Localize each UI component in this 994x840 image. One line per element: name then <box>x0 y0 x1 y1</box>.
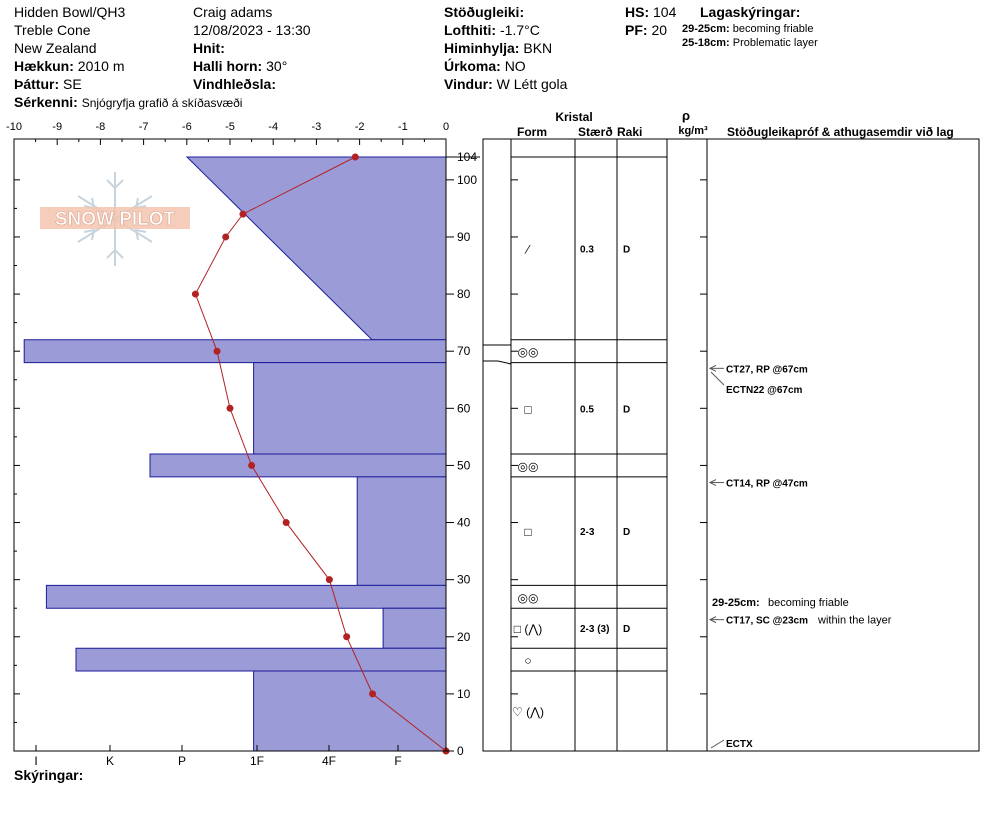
location-name: Hidden Bowl/QH3 <box>14 4 126 20</box>
temperature-point-3 <box>192 291 199 298</box>
x-tick-label: 0 <box>442 121 450 133</box>
hardness-bar-3 <box>150 454 446 477</box>
hardness-bar-4 <box>357 477 446 586</box>
x-tick-label: -7 <box>138 121 149 133</box>
slope-label: Halli horn: <box>193 58 263 74</box>
aspect-value: SE <box>63 76 82 92</box>
hardness-tick-label: K <box>105 754 115 768</box>
temperature-point-1 <box>239 211 246 218</box>
country-name: New Zealand <box>14 40 97 56</box>
precip-value: NO <box>504 58 526 74</box>
hardness-tick-label: 4F <box>321 754 337 768</box>
density-unit: kg/m³ <box>678 125 708 137</box>
layer-form: □ <box>524 525 532 540</box>
temperature-point-0 <box>352 154 359 161</box>
layer-form: ◎◎ <box>517 590 539 605</box>
y-tick-label: 20 <box>457 629 471 644</box>
hardness-tick-label: F <box>394 754 402 768</box>
layer-form: □ (⋀) <box>513 622 543 637</box>
layer-size: 2-3 <box>580 527 595 539</box>
hs-tick-label: 104 <box>457 150 478 164</box>
layer-moisture: D <box>623 527 631 539</box>
layer-moisture: D <box>623 624 631 636</box>
layer-note-2-text: Problematic layer <box>732 37 818 49</box>
temperature-point-2 <box>222 233 229 240</box>
layer-note-2-range: 25-18cm: <box>682 37 730 49</box>
precip-label: Úrkoma: <box>444 58 501 74</box>
hardness-bar-1 <box>24 340 446 363</box>
hs-label: HS: <box>625 4 650 20</box>
density-symbol: ρ <box>681 108 691 123</box>
y-tick-label: 90 <box>457 229 471 244</box>
elevation-label: Hækkun: <box>14 58 74 74</box>
hardness-bar-8 <box>254 671 446 751</box>
layer-size: 0.5 <box>580 404 594 416</box>
air-temp-value: -1.7°C <box>499 22 540 38</box>
hardness-profile <box>24 157 446 751</box>
x-tick-label: -4 <box>268 121 279 133</box>
wind-value: W Létt gola <box>496 76 568 92</box>
moisture-header: Raki <box>617 125 643 139</box>
layer-note-1-text: becoming friable <box>732 23 814 35</box>
temperature-point-10 <box>369 690 376 697</box>
x-tick-label: -8 <box>95 121 106 133</box>
layer-form: □ <box>524 402 532 417</box>
test-label: ECTN22 @67cm <box>726 385 803 396</box>
aspect-label: Þáttur: <box>14 76 60 92</box>
y-tick-label: 50 <box>457 458 471 473</box>
x-tick-label: -1 <box>397 121 408 133</box>
sky-label: Himinhylja: <box>444 40 520 56</box>
layer-form: ◎◎ <box>517 345 539 360</box>
layer-moisture: D <box>623 404 631 416</box>
area-name: Treble Cone <box>14 22 91 38</box>
observer-name: Craig adams <box>193 4 273 20</box>
stability-tests <box>710 364 892 750</box>
y-tick-label: 40 <box>457 515 471 530</box>
x-tick-label: -10 <box>6 121 22 133</box>
pf-value: 20 <box>651 22 668 38</box>
x-tick-label: -6 <box>181 121 192 133</box>
connector-line <box>483 361 511 364</box>
hardness-bar-5 <box>46 585 446 608</box>
test-label: ECTX <box>726 739 753 750</box>
test-2-arrow-line <box>711 372 724 385</box>
y-tick-label: 60 <box>457 401 471 416</box>
wind-label: Vindur: <box>444 76 493 92</box>
pf-label: PF: <box>625 22 648 38</box>
test-extra: within the layer <box>818 614 892 627</box>
y-tick-label: 0 <box>457 744 464 758</box>
temperature-point-8 <box>326 576 333 583</box>
sky-value: BKN <box>523 40 553 56</box>
wind-load-label: Vindhleðsla: <box>193 76 276 92</box>
hardness-bar-6 <box>383 608 446 648</box>
hardness-tick-label: I <box>34 754 38 768</box>
layer-table <box>483 108 979 751</box>
temperature-point-4 <box>214 348 221 355</box>
layer-form: ⁄ <box>526 242 530 257</box>
size-header: Stærð <box>578 125 613 139</box>
hardness-bar-7 <box>76 648 446 671</box>
temperature-point-9 <box>343 633 350 640</box>
hardness-bar-2 <box>254 363 446 454</box>
slope-value: 30° <box>266 58 288 74</box>
y-tick-label: 30 <box>457 572 471 587</box>
y-tick-label: 70 <box>457 344 471 359</box>
layer-comment-text: becoming friable <box>768 597 849 609</box>
test-label: CT17, SC @23cm <box>726 615 809 627</box>
notes-label: Skýringar: <box>14 767 84 783</box>
layer-rows <box>483 157 707 751</box>
layer-note-1-range: 29-25cm: <box>682 23 730 35</box>
y-tick-label: 100 <box>457 172 478 187</box>
form-header: Form <box>517 125 547 139</box>
features-value: Snjógryfja grafið á skíðasvæði <box>81 96 243 110</box>
y-tick-label: 80 <box>457 287 471 302</box>
x-tick-label: -2 <box>354 121 365 133</box>
y-tick-label: 10 <box>457 686 471 701</box>
x-tick-label: -9 <box>52 121 63 133</box>
logo-text: SNOW PILOT <box>54 209 176 230</box>
layer-form: ○ <box>524 653 532 668</box>
air-temp-label: Lofthiti: <box>444 22 497 38</box>
layer-comment-range: 29-25cm: <box>712 597 760 609</box>
test-label: CT27, RP @67cm <box>726 364 808 376</box>
temperature-point-7 <box>283 519 290 526</box>
layer-moisture: D <box>623 244 631 256</box>
features-label: Sérkenni: <box>14 94 78 110</box>
hardness-tick-label: 1F <box>249 754 265 768</box>
layer-form: ♡ (⋀) <box>512 705 544 720</box>
kristal-header: Kristal <box>555 110 593 124</box>
layer-notes-title: Lagaskýringar: <box>700 4 801 20</box>
coords-label: Hnit: <box>193 40 225 56</box>
x-tick-label: -3 <box>311 121 322 133</box>
tests-header: Stöðugleikapróf & athugasemdir við lag <box>727 125 954 139</box>
hs-value: 104 <box>653 4 677 20</box>
hardness-tick-label: P <box>177 754 187 768</box>
test-4-arrow-line <box>711 740 724 748</box>
notes-row <box>14 766 83 784</box>
layer-size: 0.3 <box>580 244 594 256</box>
hardness-bar-0 <box>187 157 446 340</box>
observation-datetime: 12/08/2023 - 13:30 <box>193 22 311 38</box>
test-label: CT14, RP @47cm <box>726 478 808 490</box>
temperature-point-5 <box>227 405 234 412</box>
temperature-point-6 <box>248 462 255 469</box>
x-tick-label: -5 <box>225 121 235 133</box>
layer-form: ◎◎ <box>517 459 539 474</box>
snowpilot-logo <box>40 172 190 266</box>
stability-label: Stöðugleiki: <box>444 4 525 20</box>
elevation-value: 2010 m <box>77 58 125 74</box>
layer-size: 2-3 (3) <box>580 624 610 636</box>
